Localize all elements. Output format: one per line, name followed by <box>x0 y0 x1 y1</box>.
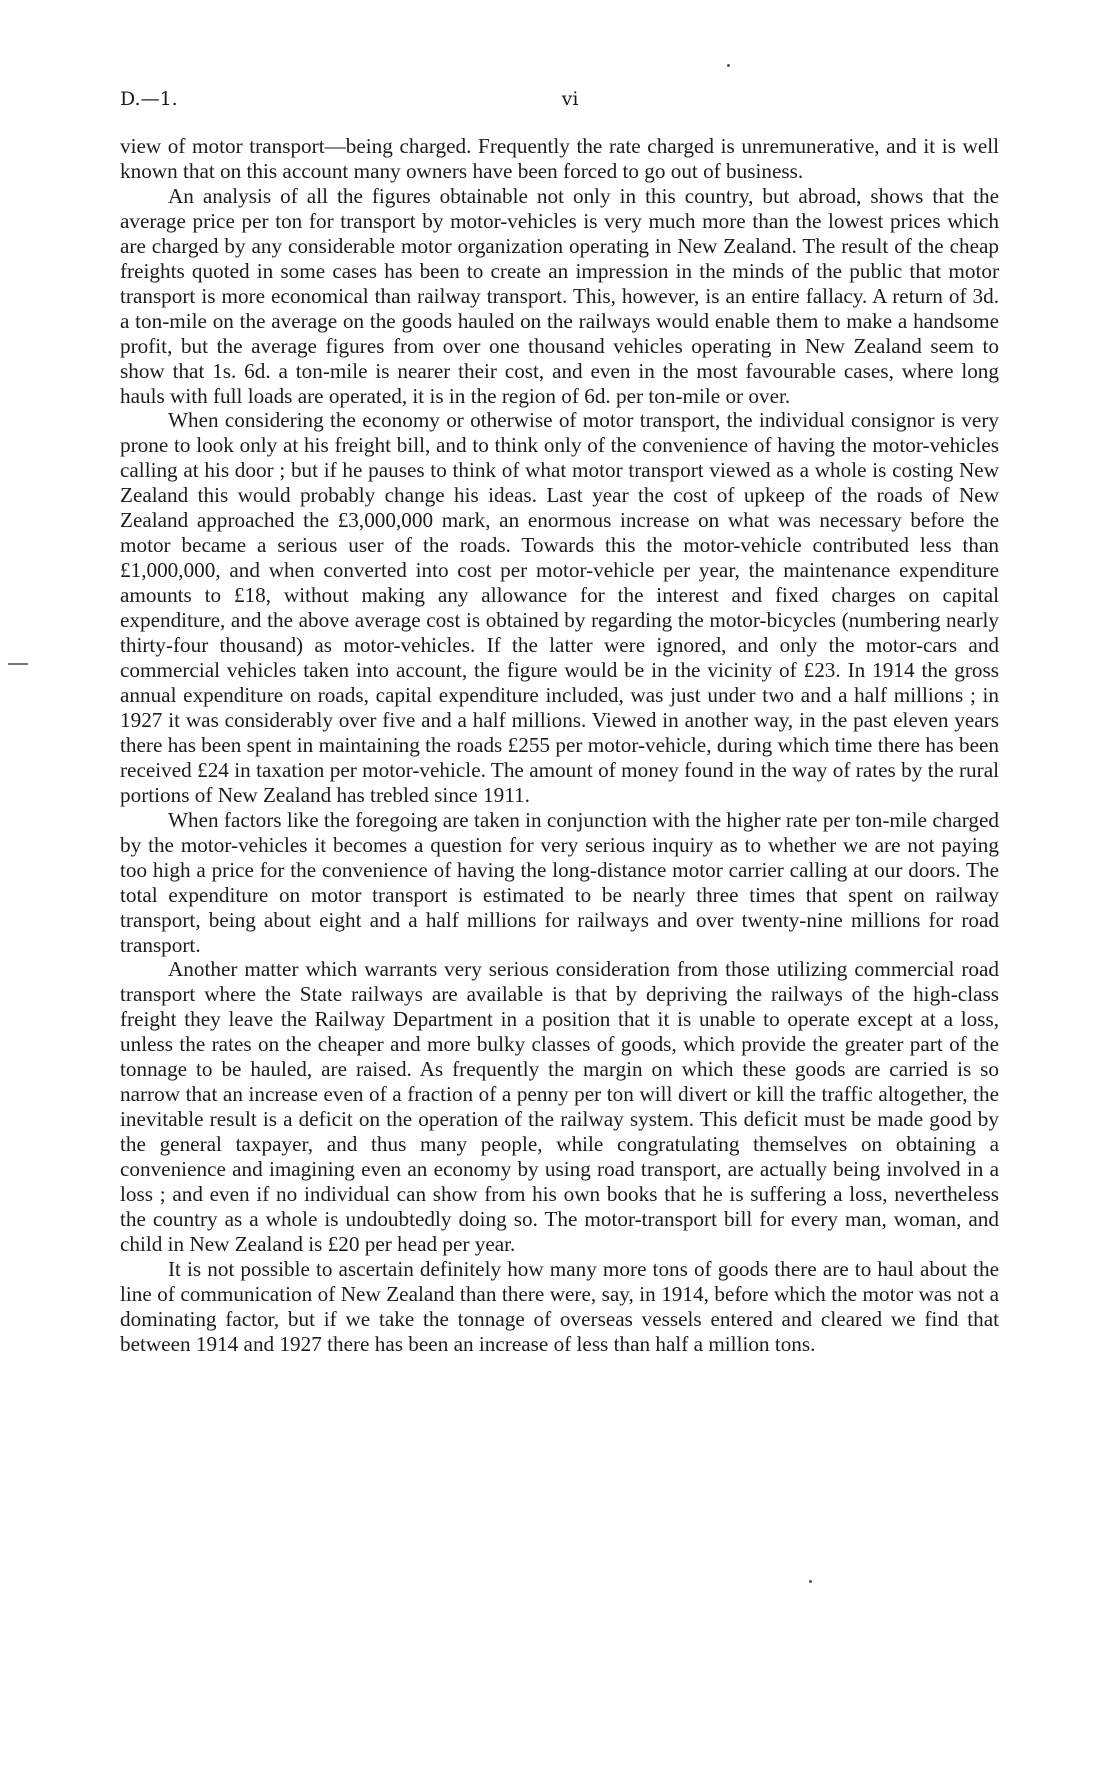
paragraph: An analysis of all the figures obtainable not only in this country, but abroad, shows that the average price per ton for transport by motor-vehicles is very much more than the lowest prices which are charged by any considerable motor organization operating in New Zealand. The result of the cheap freights quoted in some cases has been to create an impression in the minds of the public that motor transport is more economical than railway transport. This, however, is an entire fallacy. A return of 3d. a ton-mile on the average on the goods hauled on the railways would enable them to make a handsome profit, but the average figures from over one thousand vehicles operating in New Zealand seem to show that 1s. 6d. a ton-mile is nearer their cost, and even in the most favourable cases, where long hauls with full loads are operated, it is in the region of 6d. per ton-mile or over. <box>120 183 999 408</box>
paragraph-continued: view of motor transport—being charged. Frequently the rate charged is unremunerative, and it is well known that on this account many owners have been forced to go out of business. <box>120 134 999 183</box>
document-reference: D.—1. <box>120 88 178 110</box>
paragraph: Another matter which warrants very serious consideration from those utilizing commercial road transport where the State railways are available is that by depriving the railways of the high-class freight they leave the Railway Department in a position that it is unable to operate except at a loss, unless the rates on the cheaper and more bulky classes of goods, which provide the greater part of the tonnage to be hauled, are raised. As frequently the margin on which these goods are carried is so narrow that an increase even of a fraction of a penny per ton will divert or kill the traffic altogether, the inevitable result is a deficit on the operation of the railway system. This deficit must be made good by the general taxpayer, and thus many people, while congratulating themselves on obtaining a convenience and imagining even an economy by using road transport, are actually being involved in a loss ; and even if no individual can show from his own books that he is suffering a loss, nevertheless the country as a whole is undoubtedly doing so. The motor-transport bill for every man, woman, and child in New Zealand is £20 per head per year. <box>120 957 999 1256</box>
paragraph: It is not possible to ascertain definitely how many more tons of goods there are to haul about the line of communication of New Zealand than there were, say, in 1914, before which the motor was not a dominating factor, but if we take the tonnage of overseas vessels entered and cleared we find that between 1914 and 1927 there has been an increase of less than half a million tons. <box>120 1256 999 1356</box>
speck-mark <box>727 64 730 67</box>
speck-mark <box>809 1580 812 1583</box>
paragraph: When factors like the foregoing are taken in conjunction with the higher rate per ton-mile charged by the motor-vehicles it becomes a question for very serious inquiry as to whether we are not paying too high a price for the convenience of having the long-distance motor carrier calling at our doors. The total expenditure on motor transport is estimated to be nearly three times that spent on railway transport, being about eight and a half millions for railways and over twenty-nine millions for road transport. <box>120 807 999 957</box>
page-number: vi <box>561 88 579 110</box>
body-text <box>120 134 999 1357</box>
page-header <box>120 88 1000 118</box>
edge-mark <box>8 663 28 665</box>
paragraph: When considering the economy or otherwise of motor transport, the individual consignor is very prone to look only at his freight bill, and to think only of the convenience of having the motor-vehicles calling at his door ; but if he pauses to think of what motor transport viewed as a whole is costing New Zealand this would probably change his ideas. Last year the cost of upkeep of the roads of New Zealand approached the £3,000,000 mark, an enormous increase on what was necessary before the motor became a serious user of the roads. Towards this the motor-vehicle contributed less than £1,000,000, and when converted into cost per motor-vehicle per year, the maintenance expenditure amounts to £18, without making any allowance for the interest and fixed charges on capital expenditure, and the above average cost is obtained by regarding the motor-bicycles (numbering nearly thirty-four thousand) as motor-vehicles. If the latter were ignored, and only the motor-cars and commercial vehicles taken into account, the figure would be in the vicinity of £23. In 1914 the gross annual expenditure on roads, capital expenditure included, was just under two and a half millions ; in 1927 it was considerably over five and a half millions. Viewed in another way, in the past eleven years there has been spent in maintaining the roads £255 per motor-vehicle, during which time there has been received £24 in taxation per motor-vehicle. The amount of money found in the way of rates by the rural portions of New Zealand has trebled since 1911. <box>120 408 999 807</box>
